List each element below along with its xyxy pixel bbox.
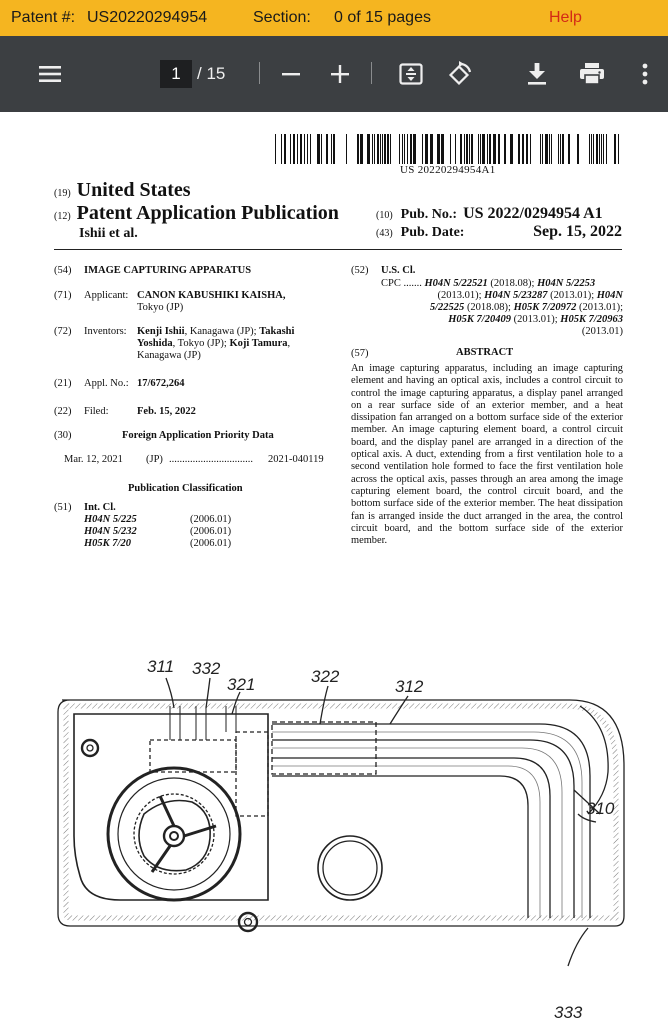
cpc-line-5: (2013.01) xyxy=(581,326,623,337)
barcode-bar xyxy=(410,134,412,164)
code-71: (71) xyxy=(54,290,72,301)
code-22: (22) xyxy=(54,406,72,417)
barcode-bar xyxy=(407,134,408,164)
code-51: (51) xyxy=(54,502,72,513)
cpc-year: (2018.08); xyxy=(464,302,514,313)
barcode-bar xyxy=(591,134,592,164)
barcode-bar xyxy=(297,134,298,164)
barcode-bar xyxy=(568,134,570,164)
invention-title: IMAGE CAPTURING APPARATUS xyxy=(84,265,252,276)
barcode-bar xyxy=(284,134,286,164)
country: United States xyxy=(76,179,191,201)
barcode-bar xyxy=(606,134,607,164)
section-value: 0 of 15 pages xyxy=(334,9,431,26)
cpc-line-3 xyxy=(430,302,623,314)
barcode-number: US 20220294954A1 xyxy=(400,164,496,176)
inventor-3-name: Koji Tamura xyxy=(229,338,288,349)
cpc-code: H05K 7/20963 xyxy=(560,314,623,325)
priority-country: (JP) xyxy=(146,454,163,465)
fit-page-icon xyxy=(399,63,423,85)
cpc-code: H05K 7/20409 xyxy=(448,314,511,325)
inventor-line-1 xyxy=(137,326,294,338)
more-options-button[interactable] xyxy=(638,60,652,88)
cpc-year: (2018.08); xyxy=(487,278,538,289)
barcode-bar xyxy=(545,134,548,164)
rotate-button[interactable] xyxy=(446,60,474,88)
barcode-bar xyxy=(596,134,598,164)
applicant-location: Tokyo (JP) xyxy=(137,302,184,313)
code-21: (21) xyxy=(54,378,72,389)
code-57: (57) xyxy=(351,348,369,359)
barcode-bar xyxy=(304,134,305,164)
figure-label: 332 xyxy=(192,659,221,678)
barcode-bar xyxy=(310,134,311,164)
page-number-input[interactable]: 1 xyxy=(160,60,192,88)
barcode-bar xyxy=(599,134,600,164)
barcode-bar xyxy=(603,134,604,164)
cpc-year: (2013.01); xyxy=(576,302,623,313)
inventor-2-name: Takashi xyxy=(259,326,295,337)
barcode-bar xyxy=(471,134,473,164)
abstract-heading: ABSTRACT xyxy=(456,347,514,358)
code-10: (10) xyxy=(376,210,393,221)
us-cl-label: U.S. Cl. xyxy=(381,265,416,276)
barcode-bar xyxy=(455,134,456,164)
int-cl-code: H05K 7/20 xyxy=(84,538,131,549)
zoom-in-button[interactable] xyxy=(329,60,351,88)
menu-button[interactable] xyxy=(36,60,64,88)
cpc-code: H04N 5/22521 xyxy=(424,278,488,289)
int-cl-code: H04N 5/225 xyxy=(84,514,137,525)
barcode-bar xyxy=(384,134,386,164)
cpc-code: H04N 5/23287 xyxy=(484,290,548,301)
barcode-bar xyxy=(498,134,500,164)
classification-heading: Publication Classification xyxy=(128,483,243,494)
barcode-bar xyxy=(275,134,276,164)
barcode-bar xyxy=(551,134,552,164)
int-cl-code: H04N 5/232 xyxy=(84,526,137,537)
barcode-bar xyxy=(493,134,496,164)
priority-dots: ................................ xyxy=(169,454,253,465)
figure-label: 321 xyxy=(227,675,256,694)
barcode-bar xyxy=(281,134,282,164)
barcode-bar xyxy=(382,134,383,164)
pub-date-label: Pub. Date: xyxy=(400,225,465,240)
barcode-bar xyxy=(549,134,550,164)
patent-page xyxy=(0,112,668,1024)
barcode-bar xyxy=(518,134,520,164)
application-number: 17/672,264 xyxy=(137,378,185,389)
barcode-bar xyxy=(510,134,513,164)
barcode-bar xyxy=(390,134,391,164)
barcode-bar xyxy=(360,134,363,164)
zoom-out-button[interactable] xyxy=(280,60,302,88)
figure-label: 333 xyxy=(554,1003,583,1022)
inventor-1-name: Kenji Ishii xyxy=(137,326,185,337)
barcode-bar xyxy=(542,134,543,164)
cpc-line-4 xyxy=(448,314,623,326)
toolbar-divider xyxy=(371,62,372,84)
barcode-bar xyxy=(307,134,308,164)
inventor-3-location: Kanagawa (JP) xyxy=(137,350,201,361)
cpc-year: (2013.01); xyxy=(547,290,597,301)
more-icon xyxy=(642,63,648,85)
barcode-bar xyxy=(558,134,559,164)
figure-label: 322 xyxy=(311,667,340,686)
barcode-bar xyxy=(326,134,328,164)
inventor-3-comma: , xyxy=(287,338,291,349)
applicant-name: CANON KABUSHIKI KAISHA, xyxy=(137,290,286,301)
barcode-bar xyxy=(422,134,423,164)
country-heading xyxy=(54,179,191,202)
barcode-bar xyxy=(437,134,440,164)
barcode-bar xyxy=(430,134,433,164)
download-icon xyxy=(527,62,547,86)
barcode-bar xyxy=(346,134,347,164)
int-cl-year: (2006.01) xyxy=(190,538,232,549)
barcode-bar xyxy=(464,134,465,164)
barcode-bar xyxy=(526,134,528,164)
appl-no-label: Appl. No.: xyxy=(84,378,129,389)
barcode-bar xyxy=(530,134,531,164)
barcode-bar xyxy=(331,134,332,164)
filed-label: Filed: xyxy=(84,406,109,417)
barcode-bar xyxy=(413,134,416,164)
code-19: (19) xyxy=(54,188,71,199)
page-total: / 15 xyxy=(197,64,226,83)
inventors-short: Ishii et al. xyxy=(79,226,138,241)
print-icon xyxy=(579,62,605,86)
menu-icon xyxy=(38,64,62,84)
cpc-line-2 xyxy=(437,290,623,302)
barcode-bar xyxy=(482,134,485,164)
publication-type: Patent Application Publication xyxy=(76,202,339,224)
publication-number-row xyxy=(376,205,603,223)
barcode-bar xyxy=(540,134,541,164)
barcode-bar xyxy=(357,134,359,164)
priority-number: 2021-040119 xyxy=(268,454,324,465)
patent-label: Patent #: xyxy=(11,9,76,26)
barcode-bar xyxy=(466,134,468,164)
rotate-icon xyxy=(447,61,473,87)
inventors-label: Inventors: xyxy=(84,326,127,337)
int-cl-year: (2006.01) xyxy=(190,526,232,537)
code-12: (12) xyxy=(54,211,71,222)
header-divider xyxy=(54,249,622,250)
code-30: (30) xyxy=(54,430,72,441)
barcode-image xyxy=(273,134,620,164)
filed-date: Feb. 15, 2022 xyxy=(137,406,196,417)
zoom-in-icon xyxy=(330,64,350,84)
cpc-year: (2013.01); xyxy=(437,290,485,301)
barcode-bar xyxy=(317,134,320,164)
barcode-bar xyxy=(300,134,302,164)
barcode-bar xyxy=(614,134,616,164)
barcode-bar xyxy=(593,134,594,164)
toolbar-divider xyxy=(259,62,260,84)
fit-page-button[interactable] xyxy=(398,60,424,88)
patent-number: US20220294954 xyxy=(87,9,208,26)
barcode-bar xyxy=(460,134,462,164)
code-54: (54) xyxy=(54,265,72,276)
barcode-bar xyxy=(577,134,579,164)
barcode-bar xyxy=(489,134,491,164)
priority-date: Mar. 12, 2021 xyxy=(64,454,123,465)
int-cl-label: Int. Cl. xyxy=(84,502,116,513)
barcode-bar xyxy=(441,134,444,164)
barcode-bar xyxy=(450,134,451,164)
barcode-bar xyxy=(380,134,381,164)
barcode-bar xyxy=(487,134,488,164)
figure-label: 310 xyxy=(586,799,615,818)
barcode-bar xyxy=(560,134,561,164)
publication-number: US 2022/0294954 A1 xyxy=(463,205,603,222)
cpc-code: H04N 5/2253 xyxy=(537,278,596,289)
patent-drawing-figure xyxy=(40,636,640,1024)
figure-label: 311 xyxy=(147,657,175,676)
barcode-bar xyxy=(478,134,479,164)
section-label: Section: xyxy=(253,9,311,26)
inventor-2-location: , Tokyo (JP); xyxy=(172,338,227,349)
inventor-1-location: , Kanagawa (JP); xyxy=(184,326,257,337)
barcode-bar xyxy=(618,134,619,164)
cpc-code: H04N xyxy=(596,290,623,301)
zoom-out-icon xyxy=(281,64,301,84)
cpc-year: (2013.01); xyxy=(510,314,561,325)
barcode-bar xyxy=(372,134,373,164)
int-cl-year: (2006.01) xyxy=(190,514,232,525)
barcode-bar xyxy=(504,134,506,164)
barcode-bar xyxy=(562,134,564,164)
print-button[interactable] xyxy=(578,60,606,88)
cpc-code: 5/22525 xyxy=(429,302,465,313)
barcode-bar xyxy=(377,134,379,164)
pub-no-label: Pub. No.: xyxy=(400,207,458,222)
applicant-label: Applicant: xyxy=(84,290,129,301)
abstract-text: An image capturing apparatus, including an image capturing element and having an optical axis, includes a control circuit to control the image capturing apparatus, a display panel arranged on a rear surface side of an exterior member, and a heat dissipation fan arranged on a bottom surface side of the exterior member. An image capturing element board, a control circuit board, and the display panel are arranged in a direction of the optical axis. A duct, extending from a first ventilation hole to a second ventilation hole formed to face the first ventilation hole across the optical axis, passes through an area among the image capturing element board, the control circuit board, and the bottom surface side of the exterior member. The heat dissipation fan is arranged inside the duct arranged in the area, the control circuit board, and the bottom surface side of the exterior member. xyxy=(351,363,623,547)
barcode-bar xyxy=(374,134,375,164)
barcode-bar xyxy=(404,134,405,164)
barcode-bar xyxy=(601,134,602,164)
barcode-bar xyxy=(469,134,470,164)
barcode-bar xyxy=(290,134,291,164)
barcode-bar xyxy=(589,134,590,164)
patent-info-bar xyxy=(0,0,668,36)
barcode-bar xyxy=(293,134,295,164)
priority-heading: Foreign Application Priority Data xyxy=(122,430,274,441)
publication-date-row xyxy=(376,223,622,241)
code-52: (52) xyxy=(351,265,369,276)
barcode-bar xyxy=(333,134,335,164)
barcode-bar xyxy=(522,134,524,164)
pdf-toolbar xyxy=(0,36,668,112)
cpc-label: CPC xyxy=(381,278,401,289)
cpc-line-1 xyxy=(381,278,595,290)
barcode-bar xyxy=(480,134,481,164)
barcode-bar xyxy=(321,134,322,164)
inventor-line-2 xyxy=(137,338,290,350)
cpc-code: H05K 7/20972 xyxy=(513,302,577,313)
barcode-bar xyxy=(367,134,370,164)
barcode-bar xyxy=(387,134,389,164)
code-43: (43) xyxy=(376,228,393,239)
code-72: (72) xyxy=(54,326,72,337)
publication-type-heading xyxy=(54,202,339,225)
barcode-bar xyxy=(399,134,400,164)
publication-date: Sep. 15, 2022 xyxy=(533,223,622,240)
inventor-2-surname: Yoshida xyxy=(137,338,173,349)
download-button[interactable] xyxy=(525,60,549,88)
help-link[interactable]: Help xyxy=(549,9,582,26)
figure-label: 312 xyxy=(395,677,424,696)
cpc-dots: ....... xyxy=(403,278,422,289)
barcode-bar xyxy=(402,134,403,164)
barcode-bar xyxy=(425,134,428,164)
